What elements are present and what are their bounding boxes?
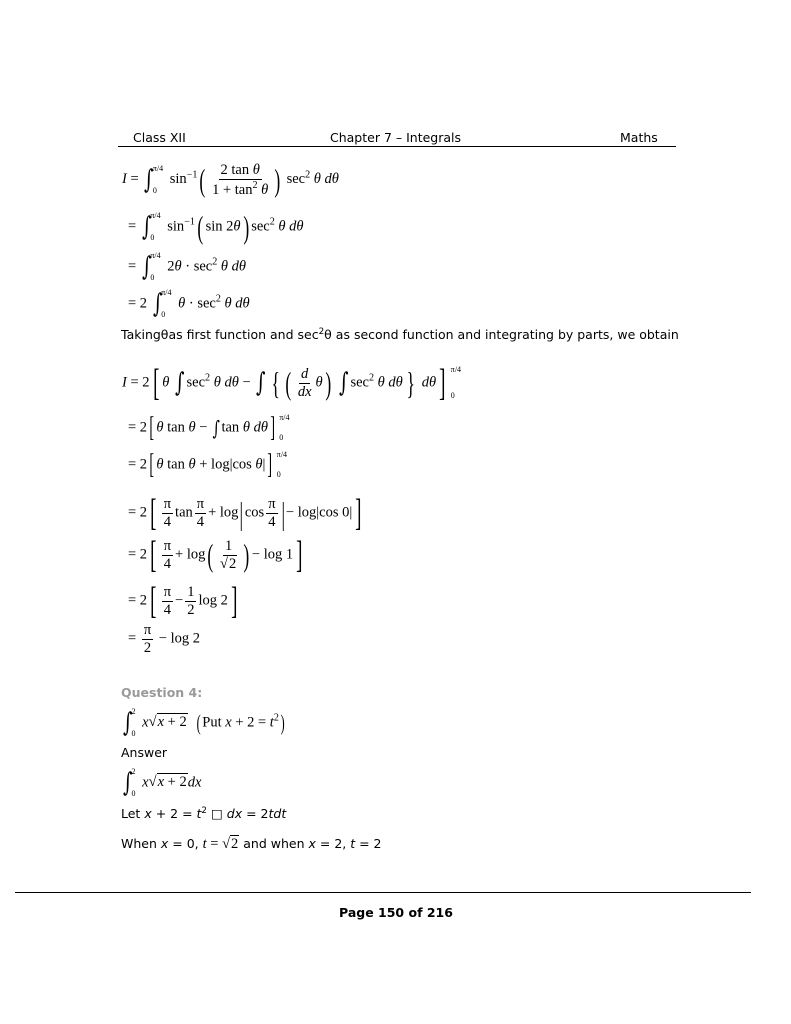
- when-x: x: [160, 836, 169, 851]
- eq-line-3: = ∫ π/4 0 $2\theta \cdot \sec^2 \theta$ dθ: [128, 251, 247, 282]
- eq-line-11: = $\frac{\pi}{2}$ − log 2: [128, 622, 200, 656]
- let-eq: = 2: [242, 806, 269, 822]
- eq-line-5: I = 2[ θ ∫ $\sec^2 \theta$ dθ − ∫ { ( $\frac{d}{dx}$ θ) ∫ $\sec^2 \theta$ dθ } dθ] π/4 0: [122, 362, 462, 404]
- header-subject: Maths: [620, 130, 658, 145]
- eq-line-2: = ∫ π/4 0 $\sin^{-1}$( sin 2θ) $\sec^2 \theta$ dθ: [128, 209, 304, 245]
- footer-rule: [15, 892, 751, 893]
- question-label: Question 4:: [121, 685, 203, 700]
- page-number: Page 150 of 216: [339, 905, 453, 920]
- when-c: and when: [239, 836, 309, 851]
- let-t: t: [196, 806, 202, 822]
- when-e: = 2: [355, 836, 382, 851]
- let-x: x: [144, 806, 152, 822]
- eq-line-8: = 2[ $\frac{\pi}{4}$ tan $\frac{\pi}{4}$ + log|cos $\frac{\pi}{4}$ |− log|cos 0|]: [128, 492, 362, 534]
- header-class: Class XII: [133, 130, 186, 145]
- eq-line-7: = 2[ θ tan θ + log|cos θ|] π/4 0: [128, 449, 288, 480]
- let-mid: + 2 =: [151, 806, 197, 822]
- when-t: t: [350, 836, 356, 851]
- answer-expression: ∫ 2 0 x√x + 2dx: [123, 767, 202, 798]
- eq-line-9: = 2[ $\frac{\pi}{4}$ + log( $\frac{1}{√2}$ ) − log 1]: [128, 534, 303, 576]
- header-chapter: Chapter 7 – Integrals: [330, 130, 462, 145]
- t-equals-root2: t = √2: [202, 836, 239, 852]
- let-box: □: [207, 806, 227, 822]
- let-a: Let: [121, 806, 145, 822]
- limits-line: [121, 836, 382, 852]
- let-dx: dx: [226, 806, 243, 822]
- when-b: = 0,: [168, 836, 203, 851]
- when-d: = 2,: [315, 836, 351, 851]
- let-sup: 2: [201, 806, 207, 816]
- eq-line-10: = 2[ $\frac{\pi}{4}$ − $\frac{1}{2}$ log 2]: [128, 580, 238, 622]
- eq-line-4: = 2 ∫ π/4 0 $\theta \cdot \sec^2 \theta$ dθ: [128, 288, 250, 319]
- taking-text-a: Takingθas first function and sec: [121, 327, 319, 343]
- when-x2: x: [308, 836, 316, 851]
- substitution-line: [121, 806, 286, 821]
- integration-by-parts-text: [121, 327, 679, 342]
- let-tdt: tdt: [268, 806, 287, 822]
- eq-line-6: = 2[ θ tan θ − ∫ tan θ dθ] π/4 0: [128, 412, 290, 443]
- taking-sup: 2: [318, 327, 325, 337]
- taking-text-b: θ as second function and integrating by parts, we obtain: [324, 327, 679, 343]
- answer-label: Answer: [121, 745, 168, 760]
- question-expression: ∫ 2 0 x√x + 2 ( Put $x + 2 = t^2$): [123, 707, 285, 738]
- when-a: When: [121, 836, 161, 851]
- header-rule: [118, 146, 676, 147]
- eq-line-1: I = ∫ π/4 0 $\sin^{-1}$( $\frac{\text{2 tan θ}}{1 + \tan^2 \theta}$ ) $\sec^2 \theta$ dθ: [122, 161, 339, 198]
